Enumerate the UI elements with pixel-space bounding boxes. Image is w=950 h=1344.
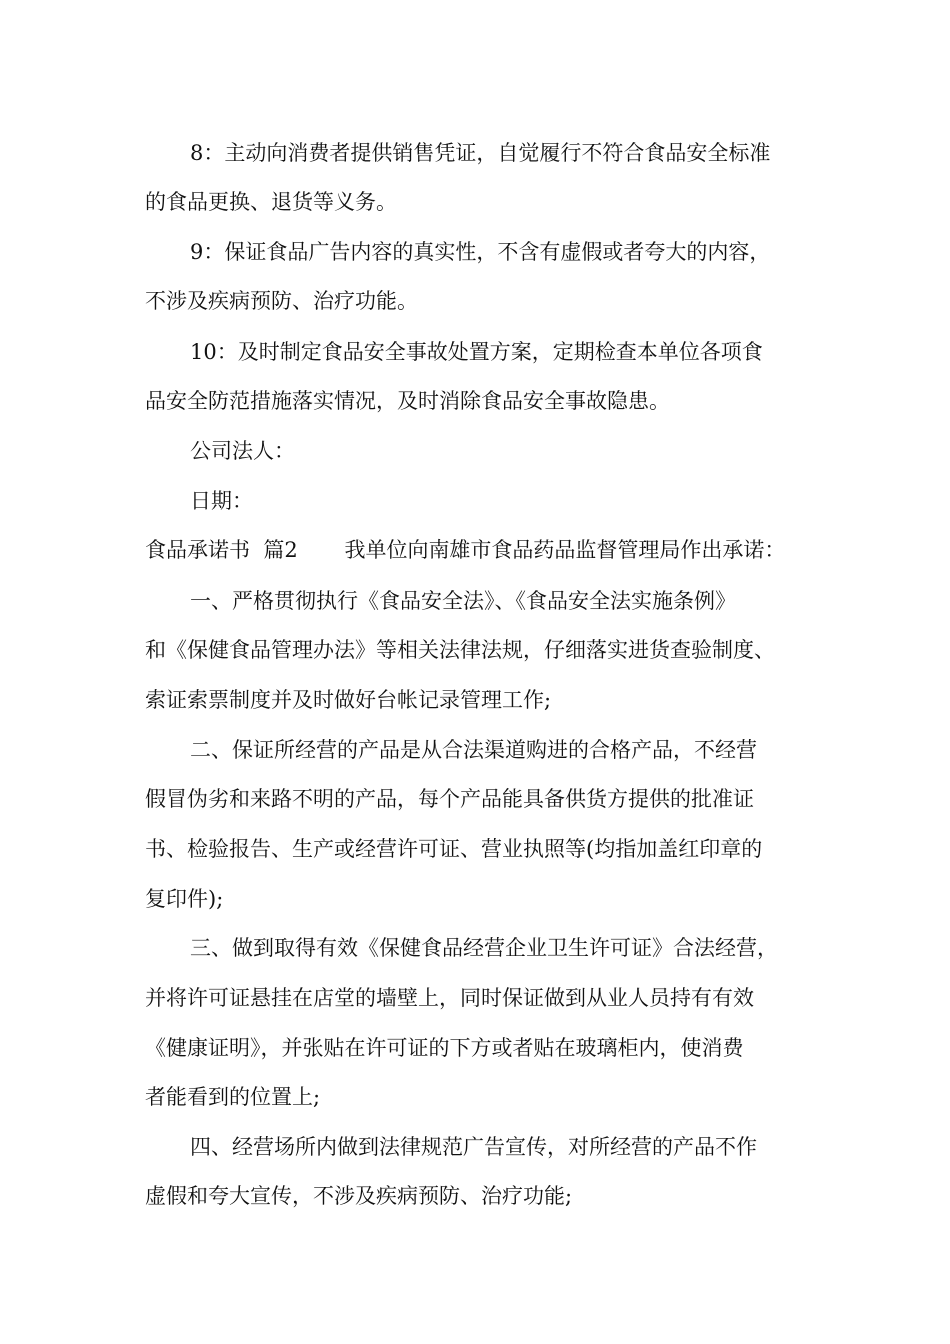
text-line: 品安全防范措施落实情况，及时消除食品安全事故隐患。 [145, 389, 670, 413]
text-line: 并将许可证悬挂在店堂的墙壁上，同时保证做到从业人员持有有效 [145, 986, 754, 1010]
text-line: 四、经营场所内做到法律规范广告宣传，对所经营的产品不作 [190, 1135, 757, 1159]
text-line: 和《保健食品管理办法》等相关法律法规，仔细落实进货查验制度、 [145, 638, 775, 662]
date-label: 日期： [190, 489, 253, 513]
text-line: 不涉及疾病预防、治疗功能。 [145, 289, 418, 313]
text-line: 10：及时制定食品安全事故处置方案，定期检查本单位各项食 [190, 340, 763, 364]
text-line: 索证索票制度并及时做好台帐记录管理工作; [145, 688, 552, 712]
text-line: 三、做到取得有效《保健食品经营企业卫生许可证》合法经营， [190, 936, 778, 960]
text-line: 一、严格贯彻执行《食品安全法》、《食品安全法实施条例》 [190, 589, 736, 613]
section-heading: 食品承诺书 篇2 我单位向南雄市食品药品监督管理局作出承诺： [145, 538, 786, 562]
text-line: 虚假和夸大宣传，不涉及疾病预防、治疗功能; [145, 1184, 573, 1208]
text-line: 《健康证明》，并张贴在许可证的下方或者贴在玻璃柜内，使消费 [145, 1036, 744, 1060]
text-line: 复印件); [145, 887, 224, 911]
text-line: 8：主动向消费者提供销售凭证，自觉履行不符合食品安全标准 [190, 141, 771, 165]
text-line: 二、保证所经营的产品是从合法渠道购进的合格产品，不经营 [190, 738, 757, 762]
text-line: 假冒伪劣和来路不明的产品，每个产品能具备供货方提供的批准证 [145, 787, 754, 811]
text-line: 书、检验报告、生产或经营许可证、营业执照等(均指加盖红印章的 [145, 837, 763, 861]
signature-label: 公司法人： [190, 439, 295, 463]
text-line: 者能看到的位置上; [145, 1085, 321, 1109]
text-line: 9：保证食品广告内容的真实性，不含有虚假或者夸大的内容， [190, 240, 771, 264]
text-line: 的食品更换、退货等义务。 [145, 190, 397, 214]
